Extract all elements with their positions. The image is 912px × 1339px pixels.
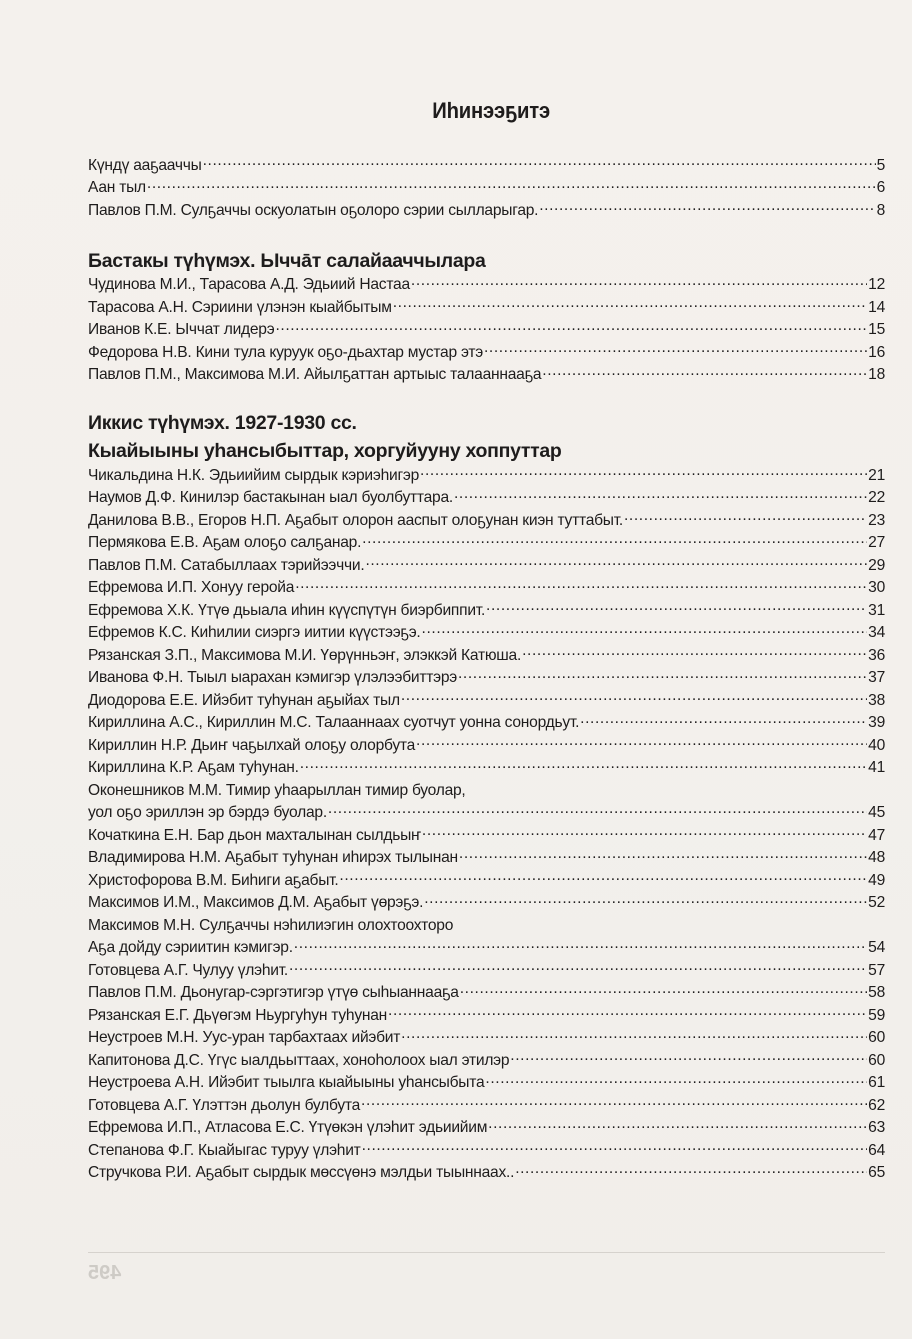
dot-leader [522, 644, 867, 660]
toc-entry [88, 1004, 885, 1027]
toc-entry [88, 892, 885, 915]
table-of-contents [88, 96, 885, 1202]
dot-leader [624, 509, 867, 525]
toc-entry [88, 622, 885, 645]
toc-entry-page-number: 22 [868, 489, 885, 507]
toc-entry-page-number: 18 [868, 366, 885, 384]
toc-entry-page-number: 37 [868, 669, 885, 687]
toc-entry [88, 199, 885, 222]
toc-entry [88, 757, 885, 780]
toc-entry-title: Оконешников М.М. Тимир уһаарыллан тимир буолар, [88, 781, 466, 799]
dot-leader [422, 622, 868, 638]
dot-leader [416, 734, 867, 750]
toc-entry [88, 599, 885, 622]
toc-entry [88, 734, 885, 757]
toc-entry-page-number: 29 [868, 556, 885, 574]
toc-entry-page-number: 41 [868, 759, 885, 777]
dot-leader [289, 959, 867, 975]
toc-entry [88, 1094, 885, 1117]
toc-entry [88, 274, 885, 297]
toc-entry-title: Максимов И.М., Максимов Д.М. Аҕабыт үөрэҕэ. [88, 894, 424, 912]
toc-intro-group [88, 154, 885, 222]
dot-leader [458, 667, 867, 683]
toc-entry-title: Чудинова М.И., Тарасова А.Д. Эдьиий Настаа [88, 276, 410, 294]
dot-leader [542, 364, 867, 380]
toc-entry [88, 644, 885, 667]
toc-entry-title: Кочаткина Е.Н. Бар дьон махталынан сылдьыҥ [88, 826, 421, 844]
toc-entry-page-number: 8 [876, 201, 885, 219]
toc-entry-title: Иванов К.Е. Ыччат лидерэ [88, 321, 275, 339]
dot-leader [454, 914, 884, 930]
toc-entry-title: Христофорова В.М. Биһиги аҕабыт. [88, 871, 339, 889]
toc-entry-title: Аҕа дойду сэриитин кэмигэр. [88, 939, 293, 957]
dot-leader [459, 847, 867, 863]
dot-leader [294, 937, 867, 953]
toc-entry-title: Неустроев М.Н. Уус-уран тарбахтаах ийэбит [88, 1029, 401, 1047]
toc-entry-page-number: 59 [868, 1006, 885, 1024]
dot-leader [401, 689, 867, 705]
toc-entry-title: Степанова Ф.Г. Кыайыгас туруу үлэһит [88, 1141, 361, 1159]
toc-entry-title: Ефремов К.С. Киһилии сиэргэ иитии күүстээҕэ. [88, 624, 421, 642]
toc-entry-page-number: 64 [868, 1141, 885, 1159]
toc-part1-group [88, 248, 885, 387]
toc-entry-title: Тарасова А.Н. Сэриини үлэнэн кыайбытым [88, 298, 392, 316]
toc-title: Иһинээҕитэ [432, 98, 550, 123]
toc-entry-title: Чикальдина Н.К. Эдьиийим сырдык кэриэһигэр [88, 466, 420, 484]
toc-entry [88, 959, 885, 982]
part2-heading: Иккис түһүмэх. 1927-1930 сс. [88, 412, 357, 434]
toc-entry-title: Кириллина А.С., Кириллин М.С. Талааннаах суотчут уонна сонордьут. [88, 714, 580, 732]
toc-entry-title: Кириллин Н.Р. Дьиҥ чаҕылхай олоҕу олорбута [88, 736, 416, 754]
toc-entry-title: Кириллина К.Р. Аҕам туһунан. [88, 759, 299, 777]
dot-leader [388, 1004, 867, 1020]
toc-entry [88, 869, 885, 892]
toc-entry-page-number: 60 [868, 1051, 885, 1069]
dot-leader [362, 1139, 868, 1155]
toc-entry [88, 1162, 885, 1185]
dot-leader [422, 824, 867, 840]
toc-entry-page-number: 30 [868, 579, 885, 597]
toc-entry-page-number: 5 [876, 156, 885, 174]
dot-leader [393, 296, 867, 312]
toc-entry-page-number: 31 [868, 601, 885, 619]
toc-entry-page-number: 45 [868, 804, 885, 822]
dot-leader [147, 177, 876, 193]
toc-entry-page-number: 14 [868, 298, 885, 316]
dot-leader [203, 154, 876, 170]
toc-entry-title: уол оҕо эриллэн эр бэрдэ буолар. [88, 804, 327, 822]
toc-entry-page-number: 38 [868, 691, 885, 709]
toc-entry [88, 509, 885, 532]
toc-entry [88, 487, 885, 510]
toc-entry-page-number: 6 [876, 179, 885, 197]
dot-leader [424, 892, 867, 908]
toc-entry-page-number: 63 [868, 1119, 885, 1137]
toc-entry [88, 1049, 885, 1072]
dot-leader [580, 712, 867, 728]
toc-entry [88, 847, 885, 870]
toc-entry-page-number: 52 [868, 894, 885, 912]
toc-entry-page-number: 23 [868, 511, 885, 529]
toc-entry [88, 982, 885, 1005]
toc-entry-page-number: 21 [868, 466, 885, 484]
dot-leader [300, 757, 867, 773]
dot-leader [467, 779, 884, 795]
toc-entry [88, 319, 885, 342]
dot-leader [485, 1072, 867, 1088]
toc-entry-page-number: 12 [868, 276, 885, 294]
toc-entry [88, 937, 885, 960]
toc-entry-title: Максимов М.Н. Сулҕаччы нэһилиэгин олохтоохторо [88, 916, 454, 934]
toc-entry-title: Иванова Ф.Н. Тыыл ыарахан кэмигэр үлэлээбиттэрэ [88, 669, 457, 687]
toc-entry-title: Данилова В.В., Егоров Н.П. Аҕабыт олорон ааспыт олоҕунан киэн туттабыт. [88, 511, 623, 529]
toc-entry [88, 689, 885, 712]
dot-leader [365, 554, 867, 570]
toc-entry-page-number: 49 [868, 871, 885, 889]
toc-entry-page-number: 58 [868, 984, 885, 1002]
dot-leader [411, 274, 867, 290]
dot-leader [361, 1094, 867, 1110]
part1-heading: Бастакы түһүмэх. Ычча̄т салайааччылара [88, 249, 486, 272]
toc-entry [88, 1027, 885, 1050]
toc-entry [88, 824, 885, 847]
toc-entry-title: Готовцева А.Г. Чулуу үлэһит. [88, 961, 288, 979]
toc-entry-title: Федорова Н.В. Кини тула куруук оҕо-дьахтар мустар этэ [88, 343, 483, 361]
toc-entry-title: Ефремова И.П., Атласова Е.С. Үтүөкэн үлэһит эдьиийим [88, 1119, 488, 1137]
toc-entry [88, 1139, 885, 1162]
toc-entry [88, 712, 885, 735]
toc-entry-title: Ефремова И.П. Хонуу геройа [88, 579, 295, 597]
dot-leader [454, 487, 867, 503]
toc-entry-title: Наумов Д.Ф. Кинилэр бастакынан ыал буолбуттара. [88, 489, 453, 507]
toc-entry-page-number: 36 [868, 646, 885, 664]
toc-entry [88, 464, 885, 487]
toc-entry-page-number: 27 [868, 534, 885, 552]
toc-entry-title: Павлов П.М. Сатабыллаах тэрийээччи. [88, 556, 365, 574]
toc-entry-title: Рязанская Е.Г. Дьүөгэм Ньургуһун туһунан [88, 1006, 388, 1024]
toc-entry-title: Павлов П.М. Дьонугар-сэргэтигэр үтүө сыһыаннааҕа [88, 984, 459, 1002]
toc-entry-title: Владимирова Н.М. Аҕабыт туһунан иһирэх тылынан [88, 849, 458, 867]
toc-entry-title: Капитонова Д.С. Үгүс ыалдьыттаах, хоноһолоох ыал этилэр [88, 1051, 510, 1069]
toc-entry-title: Павлов П.М., Максимова М.И. Айылҕаттан артыыс талааннааҕа [88, 366, 542, 384]
page-footer-rule [88, 1252, 885, 1253]
part2-subheading: Кыайыыны уһансыбыттар, хоргуйууну хоппуттар [88, 440, 562, 462]
toc-entry-title: Рязанская З.П., Максимова М.И. Үөрүнньэҥ, элэккэй Катюша. [88, 646, 522, 664]
toc-entry [88, 802, 885, 825]
toc-entry-page-number: 65 [868, 1164, 885, 1182]
toc-entry-page-number: 16 [868, 343, 885, 361]
toc-entry-title: Стручкова Р.И. Аҕабыт сырдык мөссүөнэ мэлдьи тыыннаах.. [88, 1164, 515, 1182]
toc-entry-page-number: 54 [868, 939, 885, 957]
toc-entry-page-number: 34 [868, 624, 885, 642]
toc-entry [88, 296, 885, 319]
dot-leader [488, 1117, 867, 1133]
toc-entry [88, 341, 885, 364]
bleed-through-page-number: 495 [88, 1262, 122, 1284]
toc-entry-title: Диодорова Е.Е. Ийэбит туһунан аҕыйах тыл [88, 691, 400, 709]
toc-entry-page-number: 15 [868, 321, 885, 339]
toc-entry-title: Аан тыл [88, 179, 146, 197]
toc-entry [88, 577, 885, 600]
dot-leader [401, 1027, 867, 1043]
toc-entry [88, 177, 885, 200]
dot-leader [275, 319, 867, 335]
toc-entry [88, 532, 885, 555]
dot-leader [295, 577, 867, 593]
toc-entry-title: Готовцева А.Г. Үлэттэн дьолун булбута [88, 1096, 361, 1114]
toc-entry-page-number: 40 [868, 736, 885, 754]
toc-entry [88, 914, 885, 937]
toc-entry [88, 554, 885, 577]
dot-leader [328, 802, 867, 818]
toc-entry-page-number: 57 [868, 961, 885, 979]
toc-entry-title: Күндү ааҕааччы [88, 156, 202, 174]
dot-leader [510, 1049, 867, 1065]
toc-entry-page-number: 62 [868, 1096, 885, 1114]
dot-leader [460, 982, 867, 998]
toc-part2-group [88, 410, 885, 1184]
toc-entry-title: Неустроева А.Н. Ийэбит тыылга кыайыыны уһансыбыта [88, 1074, 485, 1092]
dot-leader [362, 532, 867, 548]
dot-leader [420, 464, 867, 480]
toc-entry [88, 667, 885, 690]
toc-entry [88, 779, 885, 802]
dot-leader [486, 599, 867, 615]
toc-entry-page-number: 39 [868, 714, 885, 732]
toc-entry-title: Пермякова Е.В. Аҕам олоҕо салҕанар. [88, 534, 362, 552]
toc-entry [88, 364, 885, 387]
toc-entry-page-number: 61 [868, 1074, 885, 1092]
toc-entry [88, 1072, 885, 1095]
toc-entry [88, 1117, 885, 1140]
toc-entry-page-number: 48 [868, 849, 885, 867]
toc-entry-page-number: 47 [868, 826, 885, 844]
toc-entry [88, 154, 885, 177]
toc-entry-title: Павлов П.М. Сулҕаччы оскуолатын оҕолоро сэрии сылларыгар. [88, 201, 539, 219]
toc-entry-title: Ефремова Х.К. Үтүө дьыала иһин күүспүтүн биэрбиппит. [88, 601, 486, 619]
toc-entry-page-number: 60 [868, 1029, 885, 1047]
dot-leader [484, 341, 867, 357]
dot-leader [339, 869, 867, 885]
dot-leader [539, 199, 875, 215]
dot-leader [515, 1162, 867, 1178]
